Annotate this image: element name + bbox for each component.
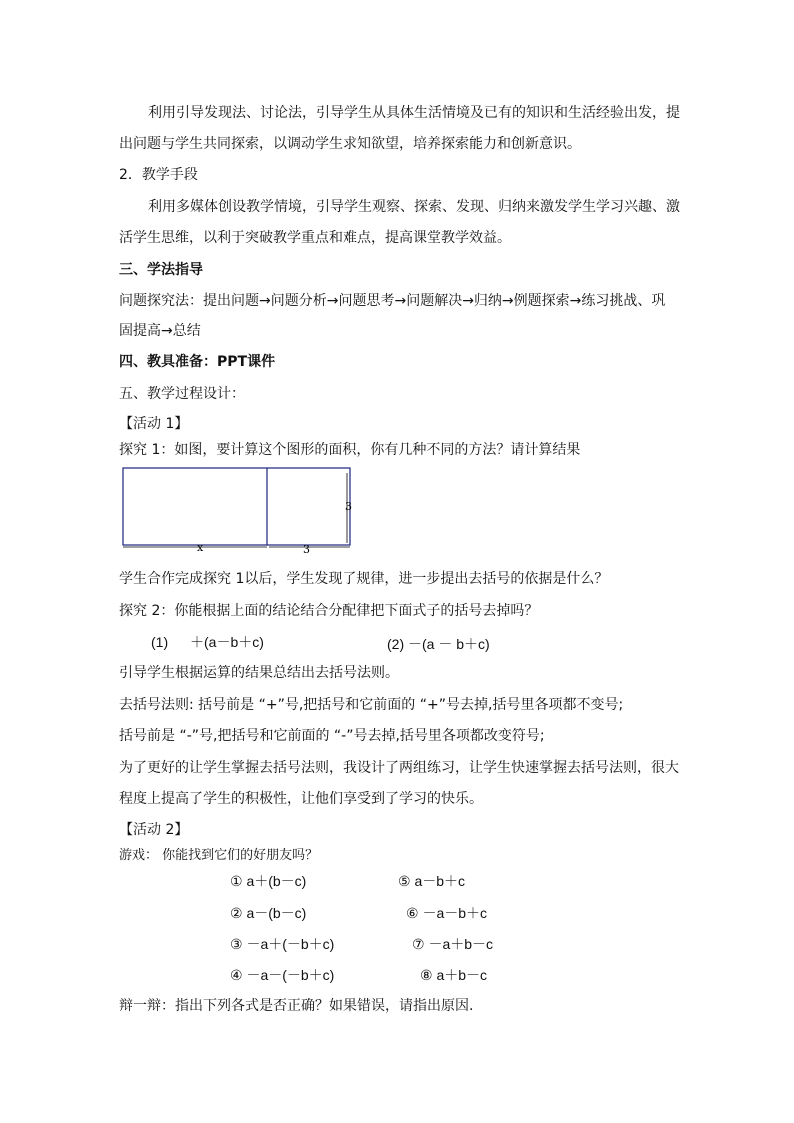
section3-heading: 三、学法指导 (119, 262, 203, 278)
para2-line2: 活学生思维，以利于突破教学重点和难点，提高课堂教学效益。 (119, 230, 511, 246)
figure-outer-rect (123, 468, 350, 545)
figure-label-x: x (197, 541, 204, 554)
game-right-item-5: ⑤ a－b＋c (398, 873, 466, 889)
game-right-item-6: ⑥ －a－b＋c (406, 905, 488, 921)
figure-label-3-bottom: 3 (303, 543, 310, 555)
game-left-item-2: ② a－(b－c) (230, 905, 307, 921)
section2-heading: 2．教学手段 (119, 167, 198, 183)
method-line1: 问题探究法：提出问题→问题分析→问题思考→问题解决→归纳→例题探索→练习挑战、巩 (119, 293, 666, 309)
explore1-text: 探究 1：如图，要计算这个图形的面积，你有几种不同的方法？请计算结果 (119, 442, 581, 458)
para1-line1: 利用引导发现法、讨论法，引导学生从具体生活情境及已有的知识和生活经验出发，提 (148, 105, 680, 121)
area-figure (119, 465, 359, 555)
after-figure-text: 学生合作完成探究 1以后，学生发现了规律，进一步提出去括号的依据是什么？ (119, 571, 609, 587)
game-right-item-8: ⑧ a＋b－c (420, 967, 488, 983)
para2-line1: 利用多媒体创设教学情境，引导学生观察、探索、发现、归纳来激发学生学习兴趣、激 (148, 199, 680, 215)
method-line2: 固提高→总结 (119, 323, 201, 339)
game-intro: 游戏： 你能找到它们的好朋友吗？ (119, 848, 319, 863)
summary-line1: 为了更好的让学生掌握去括号法则，我设计了两组练习，让学生快速掌握去括号法则，很大 (119, 760, 679, 776)
game-right-item-7: ⑦ －a＋b－c (412, 936, 494, 952)
game-left-item-3: ③ －a＋(－b＋c) (230, 936, 335, 952)
game-left-item-1: ① a＋(b－c) (230, 873, 307, 889)
activity2-title: 【活动 2】 (119, 822, 189, 838)
guide-text: 引导学生根据运算的结果总结出去括号法则。 (119, 665, 399, 681)
rule1-text: 去括号法则: 括号前是 “+”号,把括号和它前面的 “+”号去掉,括号里各项都不变号; (119, 697, 624, 713)
expr1-number: (1) (151, 634, 169, 650)
summary-line2: 程度上提高了学生的积极性，让他们享受到了学习的快乐。 (119, 791, 483, 807)
activity1-title: 【活动 1】 (119, 416, 189, 432)
game-left-item-4: ④ －a－(－b＋c) (230, 967, 335, 983)
figure-label-3-right: 3 (345, 500, 352, 513)
section4-heading: 四、教具准备：PPT课件 (119, 354, 276, 370)
section5-heading: 五、教学过程设计： (119, 386, 245, 402)
expr2: (2) －(a － b＋c) (387, 636, 490, 652)
expr1: ＋(a－b＋c) (190, 634, 264, 650)
debate-text: 辩一辩：指出下列各式是否正确？如果错误，请指出原因. (119, 998, 474, 1014)
rule2-text: 括号前是 “-”号,把括号和它前面的 “-”号去掉,括号里各项都改变符号; (119, 728, 545, 744)
explore2-text: 探究 2：你能根据上面的结论结合分配律把下面式子的括号去掉吗？ (119, 603, 539, 619)
para1-line2: 出问题与学生共同探索，以调动学生求知欲望，培养探索能力和创新意识。 (119, 136, 581, 152)
